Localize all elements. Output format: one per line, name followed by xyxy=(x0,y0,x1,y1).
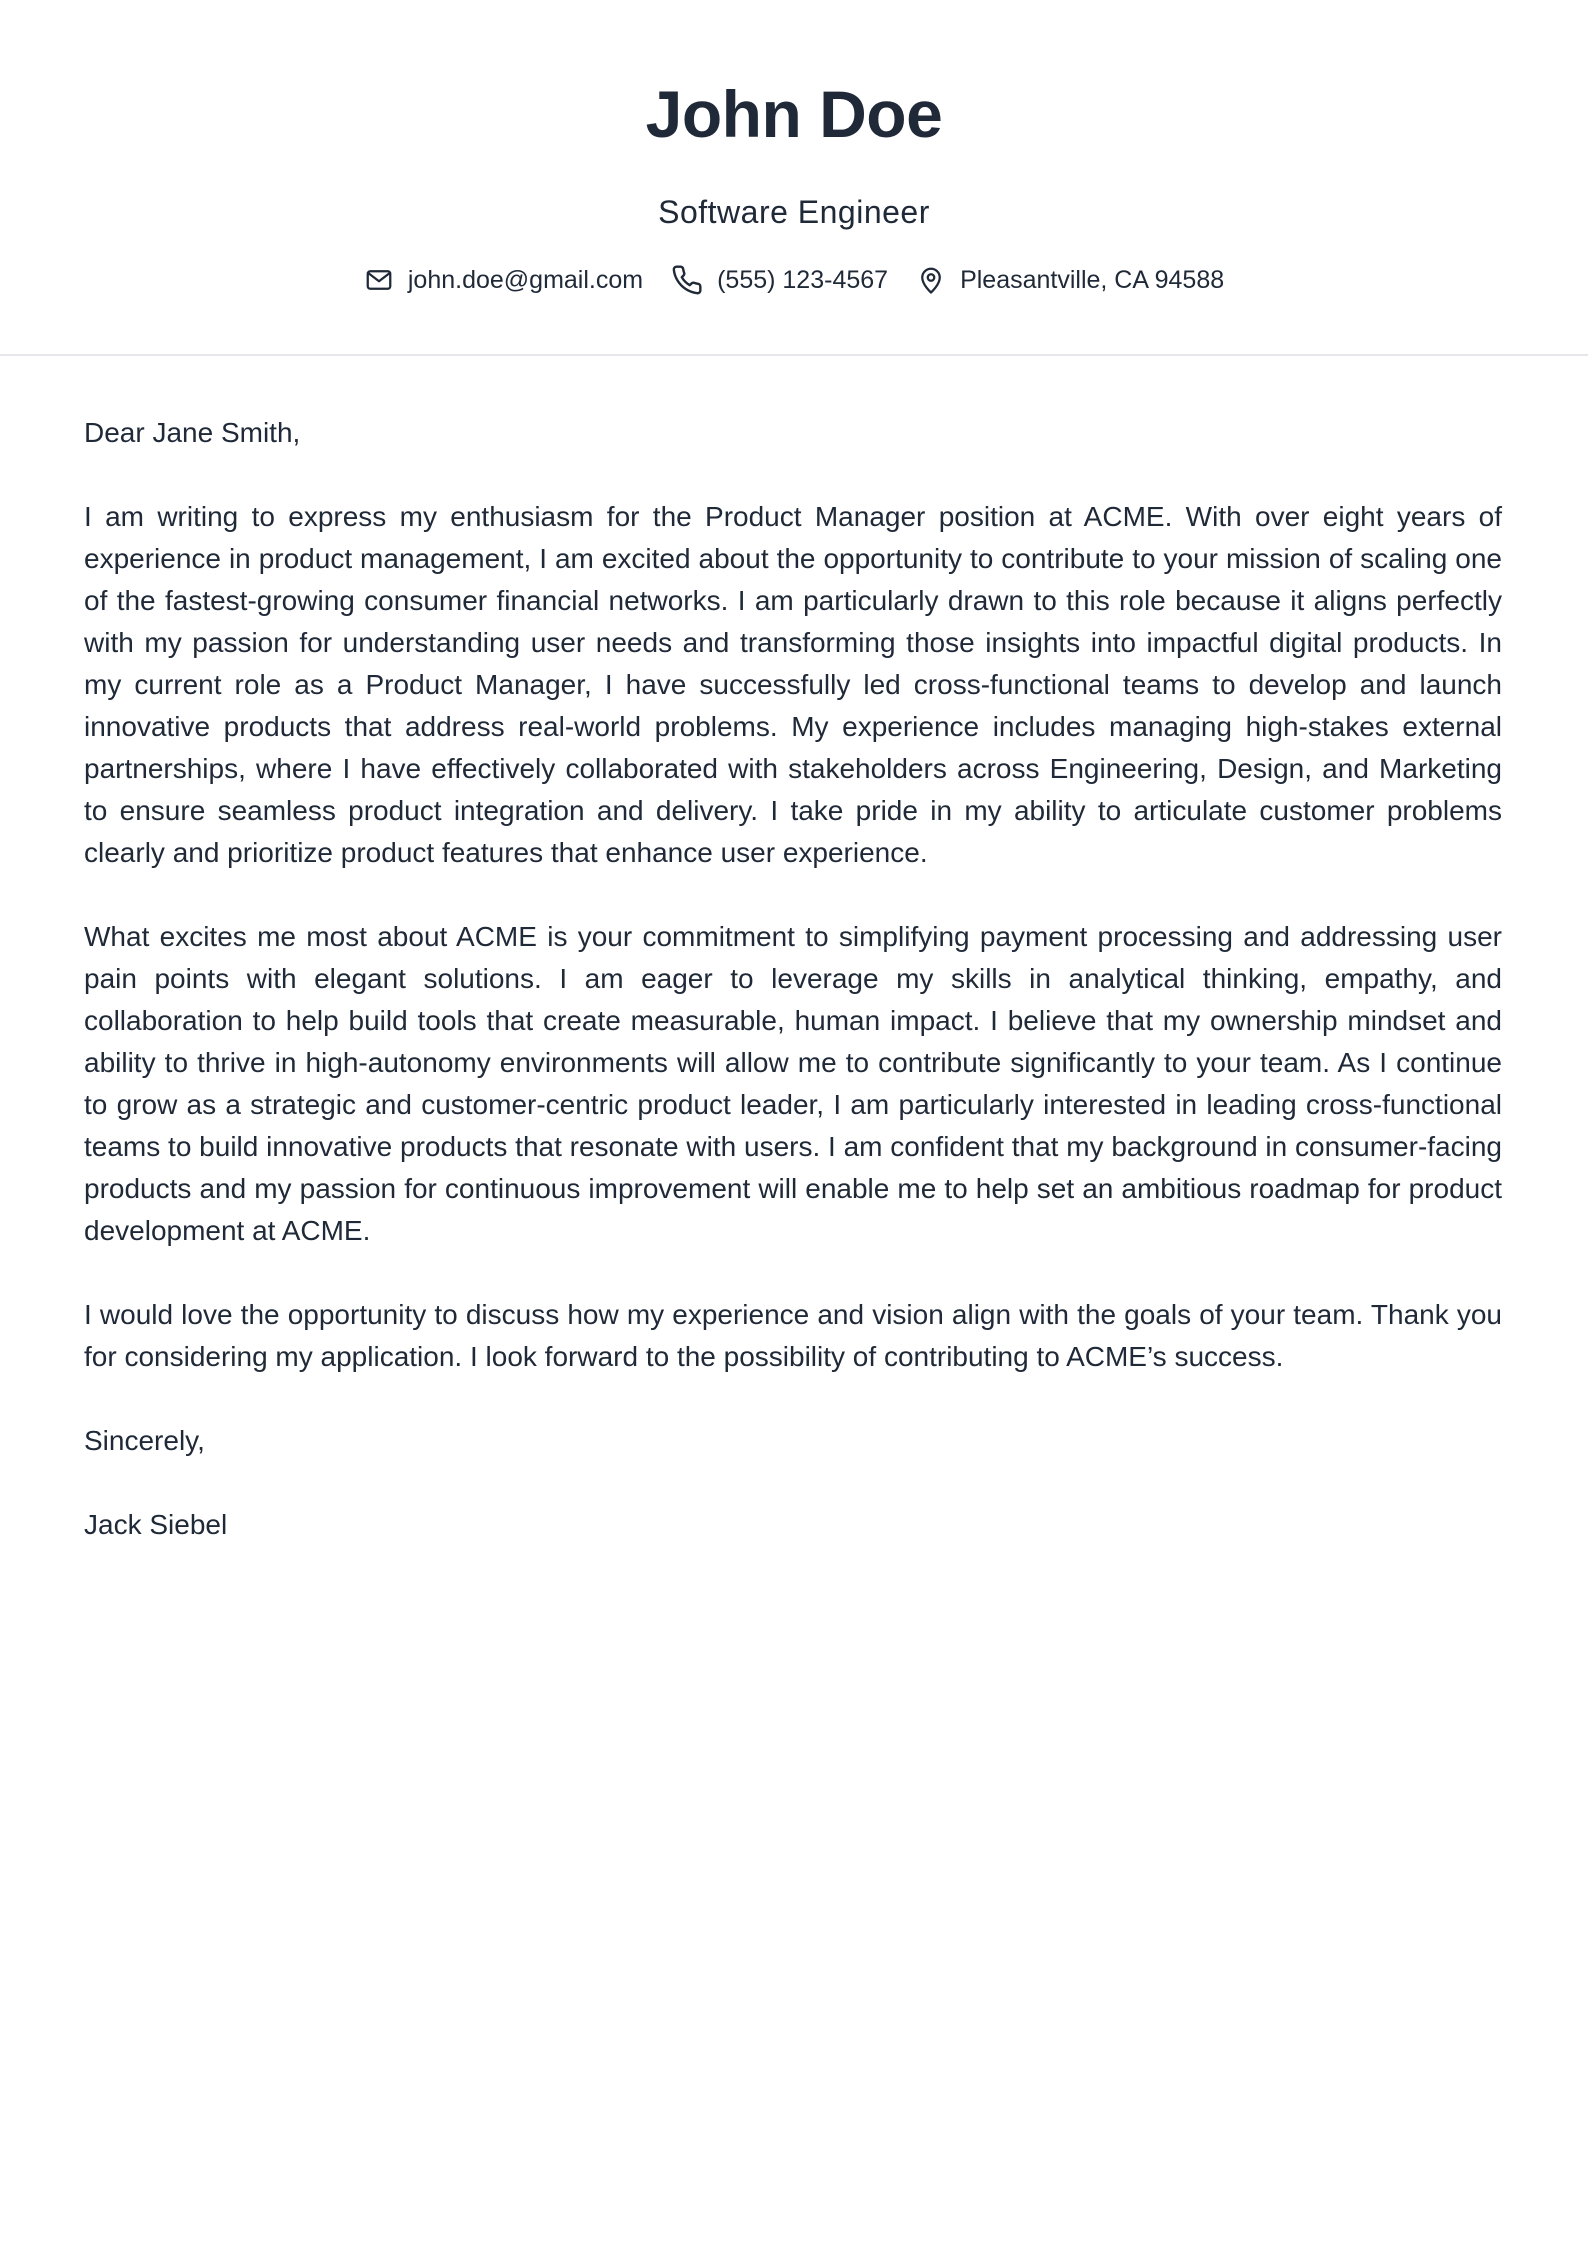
salutation: Dear Jane Smith, xyxy=(84,417,301,448)
body-paragraph-2: What excites me most about ACME is your commitment to simplifying payment processing and addressing user pain points with elegant solutions. I am eager to leverage my skills in analytical thinking, empathy, and collaboration to help build tools that create measurable, human impact. I believe that my ownership mindset and ability to thrive in high-autonomy environments will allow me to contribute significantly to your team. As I continue to grow as a strategic and customer-centric product leader, I am particularly interested in leading cross-functional teams to build innovative products that resonate with users. I am confident that my background in consumer-facing products and my passion for continuous improvement will enable me to help set an ambitious roadmap for product development at ACME. xyxy=(84,921,1502,1246)
body-paragraph-1: I am writing to express my enthusiasm for the Product Manager position at ACME. With over eight years of experience in product management, I am excited about the opportunity to contribute to your mission of scaling one of the fastest-growing consumer financial networks. I am particularly drawn to this role because it aligns perfectly with my passion for understanding user needs and transforming those insights into impactful digital products. In my current role as a Product Manager, I have successfully led cross-functional teams to develop and launch innovative products that address real-world problems. My experience includes managing high-stakes external partnerships, where I have effectively collaborated with stakeholders across Engineering, Design, and Marketing to ensure seamless product integration and delivery. I take pride in my ability to articulate customer problems clearly and prioritize product features that enhance user experience. xyxy=(84,501,1502,868)
phone-icon xyxy=(671,264,703,296)
location-pin-icon xyxy=(916,264,946,296)
applicant-title: Software Engineer xyxy=(658,194,930,230)
applicant-name: John Doe xyxy=(645,77,943,151)
letter-body xyxy=(84,412,1502,1588)
letter-header xyxy=(0,0,1588,356)
contact-phone xyxy=(671,262,888,298)
contact-info xyxy=(0,260,1588,300)
contact-email-text: john.doe@gmail.com xyxy=(407,266,644,294)
contact-email xyxy=(364,262,643,298)
contact-location xyxy=(916,262,1224,298)
contact-phone-text: (555) 123-4567 xyxy=(717,266,889,294)
closing: Sincerely, xyxy=(84,1425,205,1456)
contact-location-text: Pleasantville, CA 94588 xyxy=(960,266,1225,294)
signature: Jack Siebel xyxy=(84,1509,228,1540)
mail-icon xyxy=(364,265,394,295)
body-paragraph-3: I would love the opportunity to discuss how my experience and vision align with the goals of your team. Thank you for considering my application. I look forward to the possibility of contributing to ACME’s success. xyxy=(84,1299,1502,1372)
